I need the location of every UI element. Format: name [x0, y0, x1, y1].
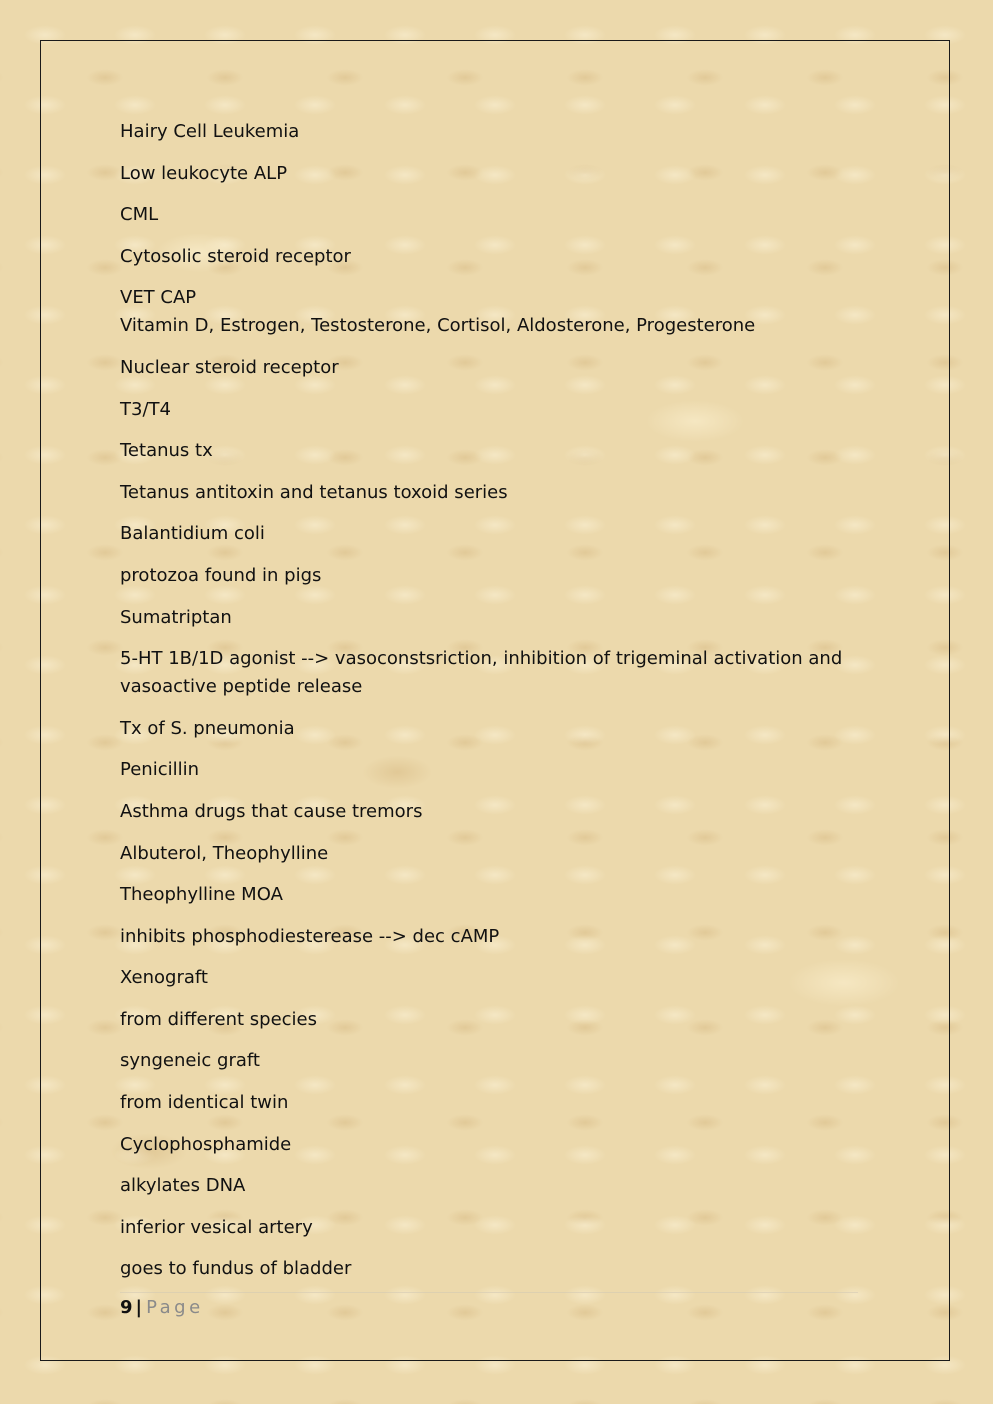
text-line: alkylates DNA	[120, 1175, 246, 1197]
text-line: Low leukocyte ALP	[120, 162, 288, 184]
text-line: Balantidium coli	[120, 523, 265, 545]
footer-separator: |	[135, 1297, 143, 1318]
text-line: Tx of S. pneumonia	[120, 717, 295, 739]
text-line: Sumatriptan	[120, 606, 232, 628]
text-line: from identical twin	[120, 1092, 289, 1114]
text-line: Albuterol, Theophylline	[120, 842, 329, 864]
footer-divider	[120, 1292, 858, 1293]
text-line: Tetanus antitoxin and tetanus toxoid series	[120, 481, 508, 503]
text-line: Theophylline MOA	[120, 884, 283, 906]
text-line: Vitamin D, Estrogen, Testosterone, Cortisol, Aldosterone, Progesterone	[120, 315, 756, 337]
text-line: Asthma drugs that cause tremors	[120, 800, 423, 822]
text-line: Hairy Cell Leukemia	[120, 121, 300, 142]
text-line: protozoa found in pigs	[120, 564, 322, 586]
text-line: Cyclophosphamide	[120, 1133, 292, 1155]
text-line: inferior vesical artery	[120, 1216, 313, 1238]
text-line: Nuclear steroid receptor	[120, 356, 339, 378]
page-label: Page	[146, 1297, 204, 1318]
page-number: 9	[120, 1297, 133, 1318]
text-line: goes to fundus of bladder	[120, 1258, 352, 1280]
text-line: 5-HT 1B/1D agonist --> vasoconstsriction, inhibition of trigeminal activation and vasoactive peptide release	[120, 648, 843, 698]
document-body	[120, 118, 850, 1297]
text-line: Xenograft	[120, 967, 208, 989]
text-line: VET CAP	[120, 287, 197, 309]
page-footer	[120, 1296, 204, 1320]
text-line: CML	[120, 204, 159, 226]
text-line: Tetanus tx	[120, 440, 213, 462]
text-line: inhibits phosphodiesterease --> dec cAMP	[120, 925, 500, 947]
text-line: from different species	[120, 1008, 318, 1030]
text-line: T3/T4	[120, 398, 171, 420]
text-line: syngeneic graft	[120, 1050, 260, 1072]
text-line: Penicillin	[120, 759, 200, 781]
text-line: Cytosolic steroid receptor	[120, 245, 351, 267]
